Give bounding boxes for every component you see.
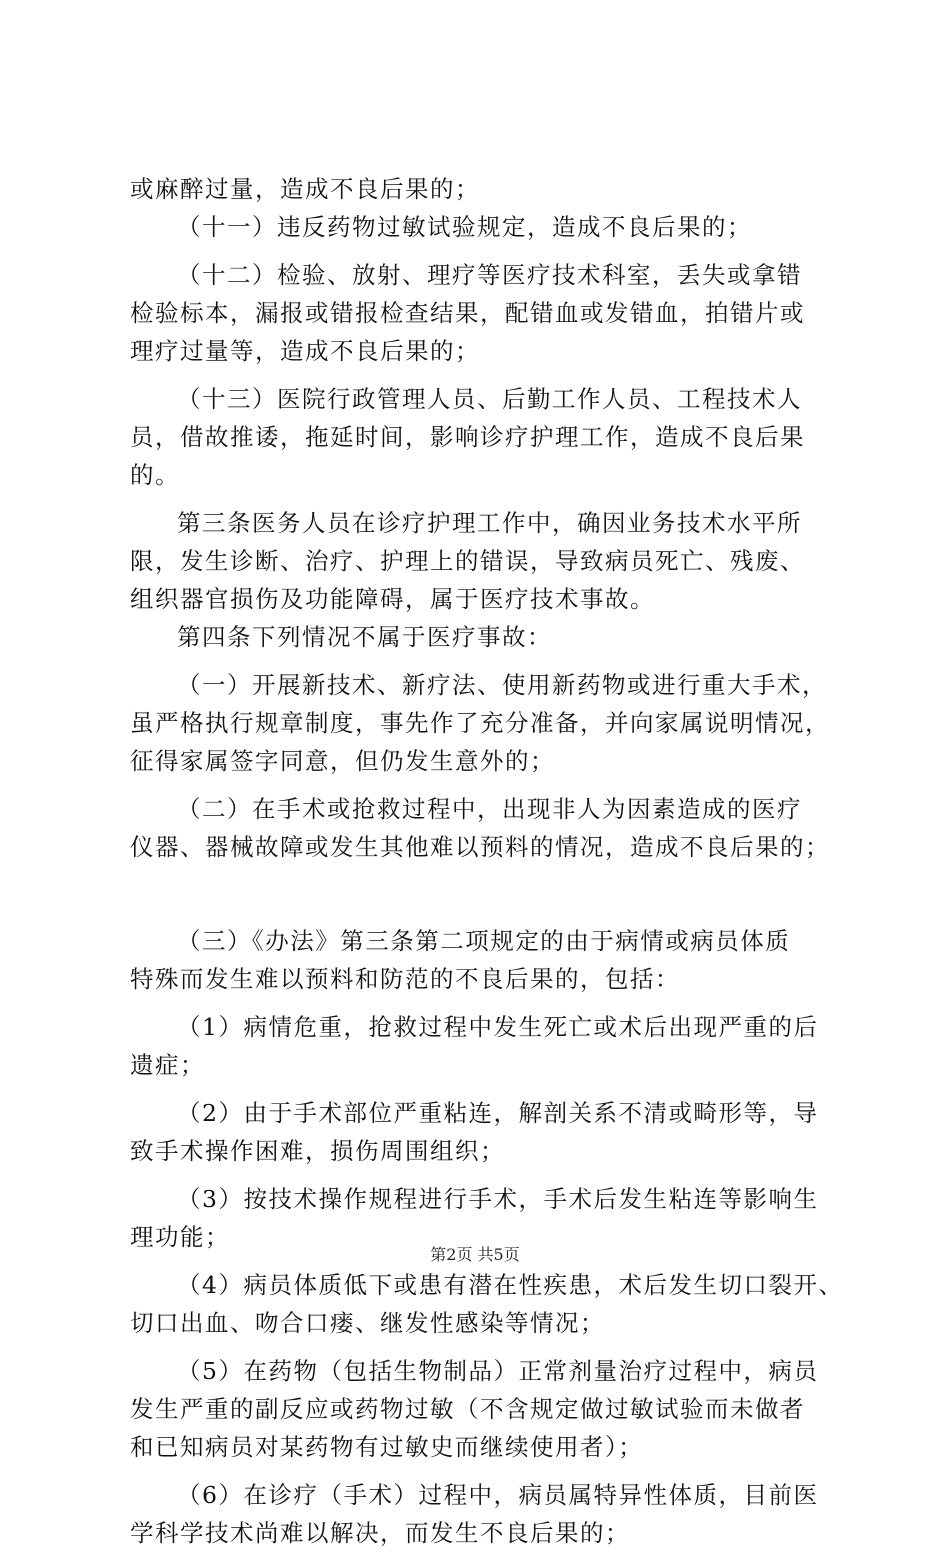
text-line: （1）病情危重，抢救过程中发生死亡或术后出现严重的后 <box>177 1013 819 1041</box>
text-line: 切口出血、吻合口瘘、继发性感染等情况； <box>130 1309 605 1337</box>
text-line: （十二）检验、放射、理疗等医疗技术科室，丢失或拿错 <box>177 261 802 289</box>
text-line: 征得家属签字同意，但仍发生意外的； <box>130 747 555 775</box>
page-number-footer: 第2页 共5页 <box>430 1245 520 1264</box>
text-line: （6）在诊疗（手术）过程中，病员属特异性体质，目前医 <box>177 1481 819 1509</box>
text-line: （5）在药物（包括生物制品）正常剂量治疗过程中，病员 <box>177 1357 819 1385</box>
text-line: 检验标本，漏报或错报检查结果，配错血或发错血，拍错片或 <box>130 299 805 327</box>
text-line: 员，借故推诿，拖延时间，影响诊疗护理工作，造成不良后果 <box>130 423 805 451</box>
text-line: （一）开展新技术、新疗法、使用新药物或进行重大手术， <box>177 671 827 699</box>
text-line: （二）在手术或抢救过程中，出现非人为因素造成的医疗 <box>177 795 802 823</box>
text-line: （4）病员体质低下或患有潜在性疾患，术后发生切口裂开、 <box>177 1271 844 1299</box>
text-line: 组织器官损伤及功能障碍，属于医疗技术事故。 <box>130 585 655 613</box>
text-line: 或麻醉过量，造成不良后果的； <box>130 175 480 203</box>
text-line: （三）《办法》第三条第二项规定的由于病情或病员体质 <box>177 927 791 955</box>
text-line: （2）由于手术部位严重粘连，解剖关系不清或畸形等，导 <box>177 1099 819 1127</box>
text-line: 学科学技术尚难以解决，而发生不良后果的； <box>130 1519 630 1547</box>
text-line: （3）按技术操作规程进行手术，手术后发生粘连等影响生 <box>177 1185 819 1213</box>
text-line: 特殊而发生难以预料和防范的不良后果的，包括： <box>130 965 680 993</box>
text-line: 理功能； <box>130 1223 230 1251</box>
text-line: 仪器、器械故障或发生其他难以预料的情况，造成不良后果的； <box>130 833 830 861</box>
text-line: 理疗过量等，造成不良后果的； <box>130 337 480 365</box>
text-line: 限，发生诊断、治疗、护理上的错误，导致病员死亡、残废、 <box>130 547 805 575</box>
text-line: 第四条下列情况不属于医疗事故： <box>177 623 552 651</box>
text-line: （十三）医院行政管理人员、后勤工作人员、工程技术人 <box>177 385 802 413</box>
text-line: 第三条医务人员在诊疗护理工作中，确因业务技术水平所 <box>177 509 802 537</box>
text-line: 致手术操作困难，损伤周围组织； <box>130 1137 505 1165</box>
text-line: 的。 <box>130 461 180 489</box>
document-body <box>130 170 844 1552</box>
text-line: 和已知病员对某药物有过敏史而继续使用者）； <box>130 1433 644 1461</box>
text-line: （十一）违反药物过敏试验规定，造成不良后果的； <box>177 213 752 241</box>
text-line: 发生严重的副反应或药物过敏（不含规定做过敏试验而未做者 <box>130 1395 805 1423</box>
text-line: 虽严格执行规章制度，事先作了充分准备，并向家属说明情况， <box>130 709 830 737</box>
text-line: 遗症； <box>130 1051 205 1079</box>
